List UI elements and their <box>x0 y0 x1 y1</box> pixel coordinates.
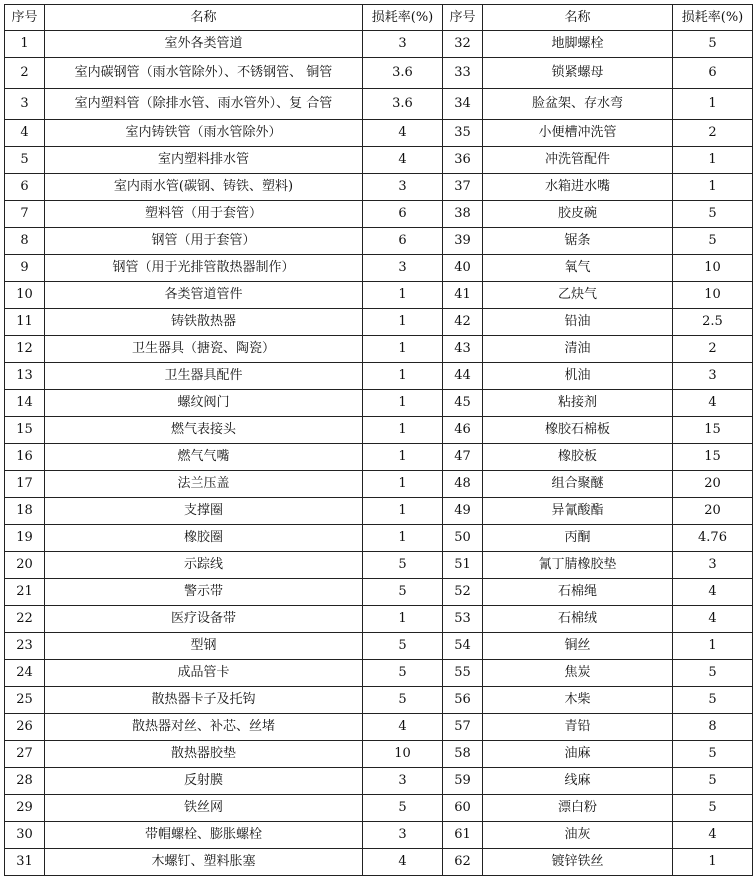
table-row <box>5 444 753 471</box>
cell-name-right: 小便槽冲洗管 <box>483 120 673 147</box>
table-row <box>5 768 753 795</box>
table-row <box>5 309 753 336</box>
cell-name-right: 石棉绒 <box>483 606 673 633</box>
cell-no-left: 2 <box>5 58 45 89</box>
cell-no-right: 53 <box>443 606 483 633</box>
table-row <box>5 579 753 606</box>
cell-no-left: 15 <box>5 417 45 444</box>
cell-rate-right: 10 <box>673 255 753 282</box>
cell-name-right: 锯条 <box>483 228 673 255</box>
cell-rate-right: 5 <box>673 768 753 795</box>
cell-rate-left: 5 <box>363 795 443 822</box>
header-row <box>5 5 753 31</box>
cell-rate-left: 6 <box>363 228 443 255</box>
cell-rate-right: 20 <box>673 471 753 498</box>
cell-rate-left: 4 <box>363 849 443 876</box>
cell-name-right: 地脚螺栓 <box>483 31 673 58</box>
cell-rate-right: 5 <box>673 201 753 228</box>
cell-rate-right: 5 <box>673 228 753 255</box>
cell-name-left: 医疗设备带 <box>45 606 363 633</box>
cell-rate-left: 1 <box>363 444 443 471</box>
cell-rate-right: 4 <box>673 579 753 606</box>
cell-no-right: 42 <box>443 309 483 336</box>
cell-rate-left: 3 <box>363 768 443 795</box>
cell-rate-right: 5 <box>673 660 753 687</box>
cell-no-left: 20 <box>5 552 45 579</box>
loss-rate-table <box>4 4 753 876</box>
cell-no-left: 3 <box>5 89 45 120</box>
table-row <box>5 525 753 552</box>
cell-rate-right: 3 <box>673 363 753 390</box>
cell-rate-left: 1 <box>363 471 443 498</box>
cell-rate-right: 1 <box>673 147 753 174</box>
cell-no-left: 28 <box>5 768 45 795</box>
cell-name-right: 丙酮 <box>483 525 673 552</box>
cell-rate-left: 3.6 <box>363 89 443 120</box>
cell-name-left: 型钢 <box>45 633 363 660</box>
cell-name-right: 焦炭 <box>483 660 673 687</box>
cell-no-right: 34 <box>443 89 483 120</box>
loss-rate-table-container <box>4 4 753 876</box>
cell-no-left: 1 <box>5 31 45 58</box>
cell-name-right: 锁紧螺母 <box>483 58 673 89</box>
cell-no-left: 22 <box>5 606 45 633</box>
cell-name-right: 脸盆架、存水弯 <box>483 89 673 120</box>
header-rate-left: 损耗率(%) <box>363 5 443 31</box>
cell-name-right: 橡胶石棉板 <box>483 417 673 444</box>
table-row <box>5 417 753 444</box>
cell-no-right: 36 <box>443 147 483 174</box>
cell-name-left: 带帽螺栓、膨胀螺栓 <box>45 822 363 849</box>
cell-name-left: 支撑圈 <box>45 498 363 525</box>
cell-rate-right: 2 <box>673 336 753 363</box>
cell-rate-right: 4 <box>673 390 753 417</box>
cell-rate-right: 5 <box>673 31 753 58</box>
table-row <box>5 228 753 255</box>
cell-name-right: 铅油 <box>483 309 673 336</box>
cell-no-left: 11 <box>5 309 45 336</box>
cell-rate-left: 5 <box>363 687 443 714</box>
cell-no-right: 54 <box>443 633 483 660</box>
table-row <box>5 282 753 309</box>
cell-name-left: 成品管卡 <box>45 660 363 687</box>
cell-name-right: 乙炔气 <box>483 282 673 309</box>
cell-name-right: 冲洗管配件 <box>483 147 673 174</box>
cell-name-left: 法兰压盖 <box>45 471 363 498</box>
cell-rate-right: 3 <box>673 552 753 579</box>
table-row <box>5 390 753 417</box>
cell-no-left: 30 <box>5 822 45 849</box>
cell-rate-right: 8 <box>673 714 753 741</box>
cell-rate-left: 1 <box>363 363 443 390</box>
table-row <box>5 552 753 579</box>
table-row <box>5 336 753 363</box>
cell-no-right: 57 <box>443 714 483 741</box>
cell-rate-left: 3 <box>363 174 443 201</box>
cell-name-left: 卫生器具（搪瓷、陶瓷） <box>45 336 363 363</box>
cell-name-right: 青铅 <box>483 714 673 741</box>
cell-name-left: 卫生器具配件 <box>45 363 363 390</box>
cell-rate-left: 4 <box>363 120 443 147</box>
cell-rate-right: 15 <box>673 444 753 471</box>
cell-no-right: 43 <box>443 336 483 363</box>
cell-rate-right: 6 <box>673 58 753 89</box>
cell-name-right: 漂白粉 <box>483 795 673 822</box>
cell-rate-right: 15 <box>673 417 753 444</box>
cell-name-left: 燃气表接头 <box>45 417 363 444</box>
cell-name-right: 油灰 <box>483 822 673 849</box>
cell-no-left: 31 <box>5 849 45 876</box>
cell-name-right: 油麻 <box>483 741 673 768</box>
header-name-left: 名称 <box>45 5 363 31</box>
table-row <box>5 822 753 849</box>
cell-rate-left: 1 <box>363 336 443 363</box>
cell-no-left: 12 <box>5 336 45 363</box>
cell-no-left: 25 <box>5 687 45 714</box>
cell-name-right: 木柴 <box>483 687 673 714</box>
cell-name-left: 塑料管（用于套管） <box>45 201 363 228</box>
cell-no-right: 56 <box>443 687 483 714</box>
cell-no-left: 18 <box>5 498 45 525</box>
cell-rate-left: 1 <box>363 606 443 633</box>
cell-rate-right: 20 <box>673 498 753 525</box>
cell-rate-left: 1 <box>363 309 443 336</box>
cell-name-right: 石棉绳 <box>483 579 673 606</box>
cell-rate-right: 1 <box>673 174 753 201</box>
cell-rate-right: 1 <box>673 849 753 876</box>
cell-rate-left: 3 <box>363 822 443 849</box>
table-row <box>5 363 753 390</box>
table-row <box>5 633 753 660</box>
header-no-right: 序号 <box>443 5 483 31</box>
cell-rate-left: 1 <box>363 498 443 525</box>
cell-name-left: 钢管（用于套管） <box>45 228 363 255</box>
cell-no-right: 61 <box>443 822 483 849</box>
cell-no-right: 62 <box>443 849 483 876</box>
table-row <box>5 58 753 89</box>
cell-rate-left: 6 <box>363 201 443 228</box>
header-rate-right: 损耗率(%) <box>673 5 753 31</box>
cell-name-left: 散热器胶垫 <box>45 741 363 768</box>
cell-name-right: 橡胶板 <box>483 444 673 471</box>
table-row <box>5 795 753 822</box>
cell-no-left: 16 <box>5 444 45 471</box>
cell-rate-right: 4 <box>673 822 753 849</box>
cell-name-left: 反射膜 <box>45 768 363 795</box>
cell-rate-right: 1 <box>673 633 753 660</box>
cell-name-right: 镀锌铁丝 <box>483 849 673 876</box>
cell-name-right: 氧气 <box>483 255 673 282</box>
cell-rate-left: 5 <box>363 552 443 579</box>
cell-no-right: 39 <box>443 228 483 255</box>
cell-rate-right: 2 <box>673 120 753 147</box>
cell-no-left: 7 <box>5 201 45 228</box>
table-row <box>5 31 753 58</box>
cell-rate-right: 10 <box>673 282 753 309</box>
cell-no-left: 17 <box>5 471 45 498</box>
cell-no-right: 37 <box>443 174 483 201</box>
cell-no-right: 49 <box>443 498 483 525</box>
cell-rate-right: 5 <box>673 795 753 822</box>
cell-name-right: 清油 <box>483 336 673 363</box>
cell-rate-left: 5 <box>363 579 443 606</box>
cell-no-right: 44 <box>443 363 483 390</box>
cell-no-right: 55 <box>443 660 483 687</box>
cell-no-right: 38 <box>443 201 483 228</box>
cell-name-right: 异氰酸酯 <box>483 498 673 525</box>
header-name-right: 名称 <box>483 5 673 31</box>
cell-no-right: 47 <box>443 444 483 471</box>
cell-rate-left: 4 <box>363 147 443 174</box>
cell-no-right: 48 <box>443 471 483 498</box>
table-row <box>5 120 753 147</box>
table-row <box>5 741 753 768</box>
table-row <box>5 714 753 741</box>
cell-name-left: 螺纹阀门 <box>45 390 363 417</box>
table-row <box>5 471 753 498</box>
table-row <box>5 687 753 714</box>
cell-rate-left: 5 <box>363 633 443 660</box>
cell-no-left: 4 <box>5 120 45 147</box>
table-row <box>5 89 753 120</box>
cell-name-left: 室内塑料管（除排水管、雨水管外）、复 合管 <box>45 89 363 120</box>
cell-name-right: 组合聚醚 <box>483 471 673 498</box>
cell-name-left: 橡胶圈 <box>45 525 363 552</box>
cell-no-right: 45 <box>443 390 483 417</box>
cell-name-right: 胶皮碗 <box>483 201 673 228</box>
cell-name-left: 室外各类管道 <box>45 31 363 58</box>
cell-no-right: 35 <box>443 120 483 147</box>
cell-name-left: 铁丝网 <box>45 795 363 822</box>
cell-name-left: 各类管道管件 <box>45 282 363 309</box>
cell-name-left: 室内碳钢管（雨水管除外）、不锈钢管、 铜管 <box>45 58 363 89</box>
cell-rate-right: 4.76 <box>673 525 753 552</box>
cell-rate-right: 1 <box>673 89 753 120</box>
cell-rate-left: 3.6 <box>363 58 443 89</box>
table-row <box>5 147 753 174</box>
table-row <box>5 849 753 876</box>
cell-name-left: 散热器卡子及托钩 <box>45 687 363 714</box>
cell-name-right: 氰丁腈橡胶垫 <box>483 552 673 579</box>
cell-rate-left: 1 <box>363 282 443 309</box>
cell-name-left: 散热器对丝、补芯、丝堵 <box>45 714 363 741</box>
cell-no-left: 23 <box>5 633 45 660</box>
cell-name-left: 室内塑料排水管 <box>45 147 363 174</box>
cell-rate-left: 3 <box>363 31 443 58</box>
cell-no-left: 13 <box>5 363 45 390</box>
cell-rate-left: 1 <box>363 390 443 417</box>
table-body <box>5 31 753 876</box>
table-row <box>5 660 753 687</box>
cell-name-left: 室内雨水管(碳钢、铸铁、塑料) <box>45 174 363 201</box>
cell-name-left: 警示带 <box>45 579 363 606</box>
cell-no-left: 29 <box>5 795 45 822</box>
table-row <box>5 255 753 282</box>
cell-name-left: 燃气气嘴 <box>45 444 363 471</box>
cell-no-left: 5 <box>5 147 45 174</box>
cell-rate-right: 4 <box>673 606 753 633</box>
cell-no-left: 19 <box>5 525 45 552</box>
cell-name-right: 线麻 <box>483 768 673 795</box>
cell-name-right: 铜丝 <box>483 633 673 660</box>
cell-name-left: 钢管（用于光排管散热器制作） <box>45 255 363 282</box>
table-row <box>5 606 753 633</box>
cell-no-left: 10 <box>5 282 45 309</box>
cell-rate-left: 1 <box>363 525 443 552</box>
cell-rate-left: 5 <box>363 660 443 687</box>
cell-no-left: 9 <box>5 255 45 282</box>
cell-name-left: 室内铸铁管（雨水管除外） <box>45 120 363 147</box>
cell-no-left: 8 <box>5 228 45 255</box>
cell-no-right: 50 <box>443 525 483 552</box>
cell-rate-right: 5 <box>673 741 753 768</box>
cell-rate-left: 10 <box>363 741 443 768</box>
cell-no-right: 51 <box>443 552 483 579</box>
cell-no-left: 6 <box>5 174 45 201</box>
header-no-left: 序号 <box>5 5 45 31</box>
cell-no-right: 52 <box>443 579 483 606</box>
cell-rate-left: 1 <box>363 417 443 444</box>
cell-name-left: 铸铁散热器 <box>45 309 363 336</box>
cell-name-right: 水箱进水嘴 <box>483 174 673 201</box>
cell-no-left: 21 <box>5 579 45 606</box>
table-row <box>5 174 753 201</box>
cell-no-right: 41 <box>443 282 483 309</box>
cell-name-right: 机油 <box>483 363 673 390</box>
cell-no-right: 60 <box>443 795 483 822</box>
cell-no-right: 46 <box>443 417 483 444</box>
cell-no-right: 59 <box>443 768 483 795</box>
cell-no-left: 26 <box>5 714 45 741</box>
cell-name-left: 木螺钉、塑料胀塞 <box>45 849 363 876</box>
cell-rate-right: 2.5 <box>673 309 753 336</box>
cell-rate-right: 5 <box>673 687 753 714</box>
cell-no-left: 24 <box>5 660 45 687</box>
cell-no-right: 33 <box>443 58 483 89</box>
table-row <box>5 498 753 525</box>
cell-no-right: 32 <box>443 31 483 58</box>
cell-name-left: 示踪线 <box>45 552 363 579</box>
cell-no-right: 40 <box>443 255 483 282</box>
cell-rate-left: 3 <box>363 255 443 282</box>
cell-no-left: 14 <box>5 390 45 417</box>
cell-no-left: 27 <box>5 741 45 768</box>
cell-name-right: 粘接剂 <box>483 390 673 417</box>
table-row <box>5 201 753 228</box>
cell-no-right: 58 <box>443 741 483 768</box>
cell-rate-left: 4 <box>363 714 443 741</box>
